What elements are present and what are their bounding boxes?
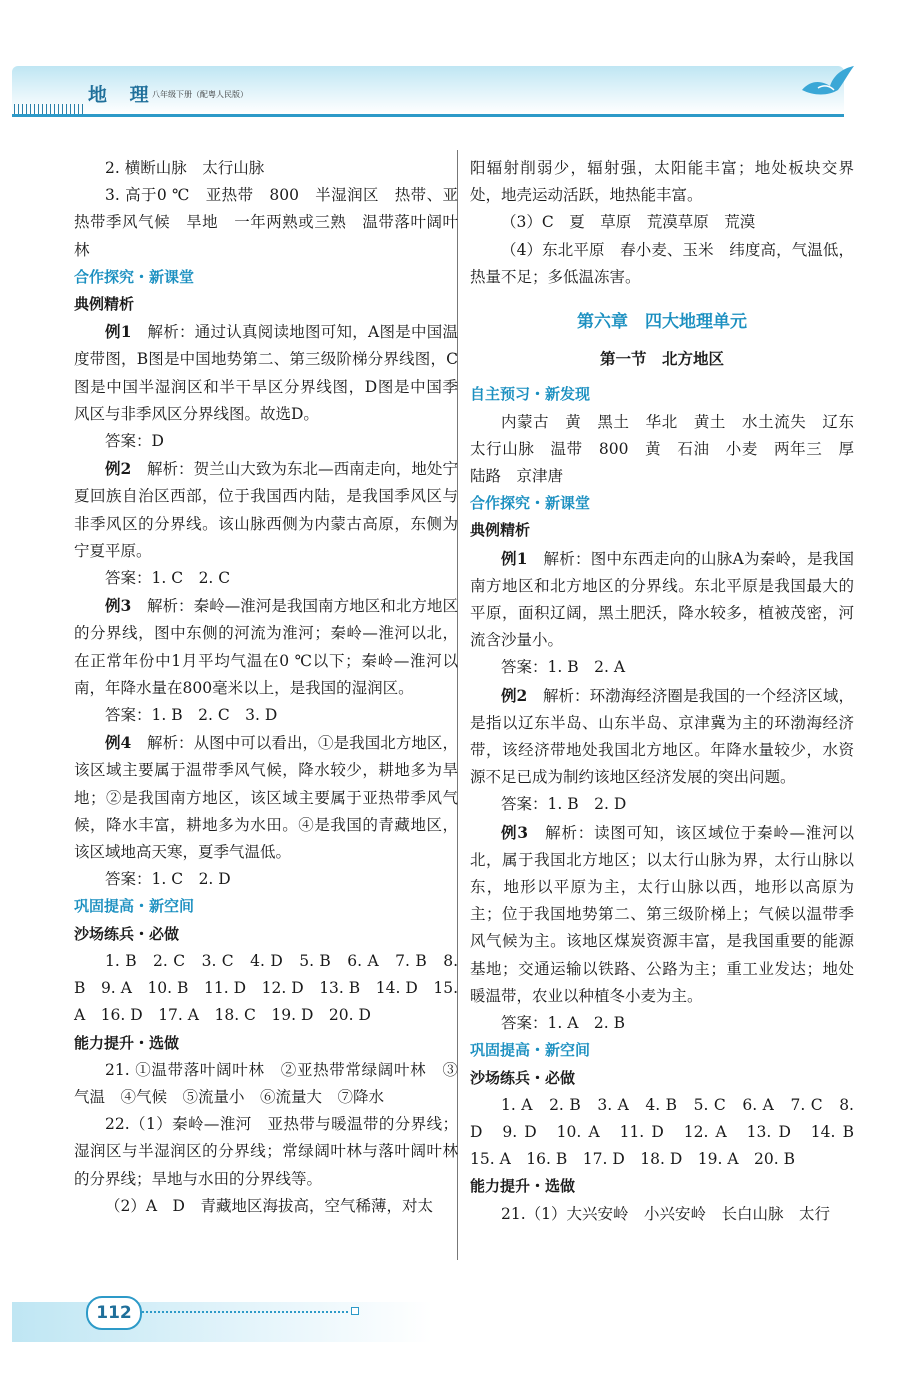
question-answer: （2）A D 青藏地区海拔高，空气稀薄，对太 bbox=[105, 1196, 433, 1215]
example-answer: 答案：1. C 2. D bbox=[105, 870, 231, 889]
edition-label: 八年级下册（配粤人民版） bbox=[152, 90, 248, 99]
example-paragraph bbox=[74, 592, 458, 702]
footer-dotted-line bbox=[142, 1311, 350, 1313]
question-answer: 21.（1）大兴安岭 小兴安岭 长白山脉 太行 bbox=[501, 1204, 831, 1223]
multiple-choice-answers: 1. A 2. B 3. A 4. B 5. C 6. A 7. C 8. D 9. D 10. A 11. D 12. A 13. D 14. B 15. A 16. B 17. D 18. D 19. A 20. B bbox=[470, 1095, 870, 1169]
continued-text: 阳辐射削弱少，辐射强，太阳能丰富；地处板块交界处，地壳运动活跃，地热能丰富。 bbox=[470, 159, 854, 205]
example-label: 例3 bbox=[501, 822, 529, 842]
example-text: 解析：通过认真阅读地图可知，A图是中国温度带图，B图是中国地势第二、第三级阶梯分界线图，C图是中国半湿润区和半干旱区分界线图，D图是中国季风区与非季风区分界线图。故选D。 bbox=[74, 323, 458, 423]
footer-band bbox=[12, 1302, 432, 1342]
example-label: 例1 bbox=[501, 548, 528, 568]
chapter-title: 第六章 四大地理单元 bbox=[577, 312, 747, 333]
example-text: 解析：读图可知，该区域位于秦岭—淮河以北，属于我国北方地区；以太行山脉为界，太行山脉以东，地形以平原为主，太行山脉以西，地形以高原为主；位于我国地势第二、第三级阶梯上；气候以温带季风气候为主。该地区煤炭资源丰富，是我国重要的能源基地；交通运输以铁路、公路为主；重工业发达；地处暖温带，农业以种植冬小麦为主。 bbox=[470, 823, 854, 1005]
example-label: 例2 bbox=[105, 459, 132, 479]
question-answer: （3）C 夏 草原 荒漠草原 荒漠 bbox=[501, 213, 756, 232]
example-paragraph bbox=[470, 682, 854, 792]
section-heading: 合作探究・新课堂 bbox=[470, 494, 591, 513]
example-label: 例3 bbox=[105, 596, 132, 616]
example-answer: 答案：D bbox=[105, 432, 164, 451]
example-text: 解析：图中东西走向的山脉A为秦岭，是我国南方地区和北方地区的分界线。东北平原是我国最大的平原，面积辽阔，黑土肥沃，降水较多，植被茂密，河流含沙量小。 bbox=[470, 549, 854, 650]
subsection-heading: 沙场练兵・必做 bbox=[74, 924, 180, 943]
bird-logo-icon bbox=[798, 60, 858, 100]
answer-line: 3. 高于0 ℃ 亚热带 800 半湿润区 热带、亚热带季风气候 旱地 一年两熟或三熟 温带落叶阔叶林 bbox=[74, 186, 458, 259]
subsection-heading: 能力提升・选做 bbox=[74, 1033, 180, 1052]
example-answer: 答案：1. B 2. C 3. D bbox=[105, 706, 278, 725]
example-paragraph bbox=[470, 545, 854, 655]
example-paragraph bbox=[74, 455, 458, 565]
example-answer: 答案：1. C 2. C bbox=[105, 569, 231, 588]
section-heading: 自主预习・新发现 bbox=[470, 385, 591, 404]
subsection-heading: 典例精析 bbox=[74, 295, 135, 314]
example-paragraph bbox=[74, 729, 458, 866]
right-column bbox=[470, 155, 870, 1228]
question-answer: 22.（1）秦岭—淮河 亚热带与暖温带的分界线；湿润区与半湿润区的分界线；常绿阔叶林与落叶阔叶林的分界线；旱地与水田的分界线等。 bbox=[74, 1115, 458, 1188]
example-paragraph bbox=[470, 819, 854, 1010]
subsection-heading: 能力提升・选做 bbox=[470, 1177, 576, 1196]
example-text: 解析：贺兰山大致为东北—西南走向，地处宁夏回族自治区西部，位于我国西内陆，是我国季风区与非季风区的分界线。该山脉西侧为内蒙古高原，东侧为宁夏平原。 bbox=[74, 460, 458, 560]
left-column bbox=[74, 155, 458, 1220]
subject-title: 地 理 bbox=[88, 84, 157, 106]
footer-square-icon bbox=[351, 1307, 359, 1315]
example-paragraph bbox=[74, 318, 458, 428]
question-answer: （4）东北平原 春小麦、玉米 纬度高，气温低，热量不足；多低温冻害。 bbox=[470, 240, 854, 286]
example-label: 例4 bbox=[105, 733, 132, 753]
section-heading: 巩固提高・新空间 bbox=[470, 1041, 591, 1060]
example-text: 解析：秦岭—淮河是我国南方地区和北方地区的分界线，图中东侧的河流为淮河；秦岭—淮河以北，在正常年份中1月平均气温在0 ℃以下；秦岭—淮河以南，年降水量在800毫米以上，是我国的湿润区。 bbox=[74, 597, 458, 697]
header-rule bbox=[12, 114, 844, 117]
lesson-title: 第一节 北方地区 bbox=[599, 350, 724, 369]
subsection-heading: 典例精析 bbox=[470, 521, 531, 540]
example-answer: 答案：1. B 2. D bbox=[501, 795, 627, 814]
example-text: 解析：从图中可以看出，①是我国北方地区，该区域主要属于温带季风气候，降水较少，耕地多为旱地；②是我国南方地区，该区域主要属于亚热带季风气候，降水丰富，耕地多为水田。④是我国的青藏地区，该区域地高天寒，夏季气温低。 bbox=[74, 734, 458, 862]
example-answer: 答案：1. A 2. B bbox=[501, 1014, 626, 1033]
question-answer: 21. ①温带落叶阔叶林 ②亚热带常绿阔叶林 ③气温 ④气候 ⑤流量小 ⑥流量大 ⑦降水 bbox=[74, 1060, 458, 1106]
section-heading: 合作探究・新课堂 bbox=[74, 267, 195, 286]
example-answer: 答案：1. B 2. A bbox=[501, 658, 626, 677]
multiple-choice-answers: 1. B 2. C 3. C 4. D 5. B 6. A 7. B 8. B 9. A 10. B 11. D 12. D 13. B 14. D 15. A 16. D 17. A 18. C 19. D 20. D bbox=[74, 951, 458, 1025]
example-text: 解析：环渤海经济圈是我国的一个经济区域，是指以辽东半岛、山东半岛、京津冀为主的环渤海经济带，该经济带地处我国北方地区。年降水量较少，水资源不足已成为制约该地区经济发展的突出问题。 bbox=[470, 686, 854, 787]
section-heading: 巩固提高・新空间 bbox=[74, 897, 195, 916]
subsection-heading: 沙场练兵・必做 bbox=[470, 1068, 576, 1087]
example-label: 例2 bbox=[501, 685, 528, 705]
preview-answers: 内蒙古 黄 黑土 华北 黄土 水土流失 辽东 太行山脉 温带 800 黄 石油 小麦 两年三 厚 陆路 京津唐 bbox=[470, 412, 870, 486]
answer-line: 2. 横断山脉 太行山脉 bbox=[105, 159, 265, 177]
page-number: 112 bbox=[86, 1296, 142, 1330]
example-label: 例1 bbox=[105, 322, 132, 342]
